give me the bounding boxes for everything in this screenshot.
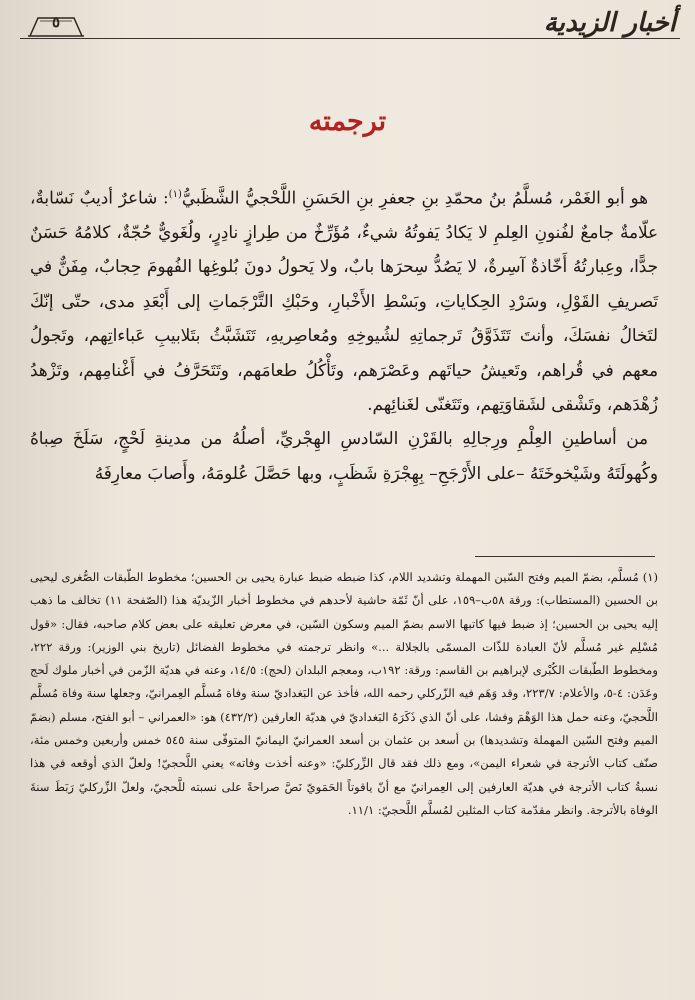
paragraph-1 (30, 178, 658, 421)
main-text (30, 178, 658, 490)
footnotes (30, 566, 658, 822)
footnote-reference[interactable]: (١) (168, 189, 182, 200)
header-rule (20, 38, 680, 39)
paragraph-1-start: هو أبو الغَمْر، مُسلَّمُ بنُ محمّدِ بنِ جعفرِ بنِ الحَسَنِ اللَّحْجيُّ الشَّظَبيُّ (181, 187, 648, 208)
page-number: ٥ (51, 13, 61, 31)
section-title: ترجمته (308, 106, 387, 137)
paragraph-2: من أساطينِ العِلْمِ ورِجالِهِ بالقَرْنِ السّادسِ الهِجْريِّ، أصلُهُ من مدينةِ لَحْجٍ، سَلَخَ صِباهُ وكُهولَتَهُ وشَيْخوخَتَهُ –على الأَرْجَحِ– بِهِجْرَةِ شَظَبٍ، وبها حَصَّلَ عُلومَهُ، وأَصابَ معارِفَهُ (30, 428, 658, 483)
running-title: أخبار الزيدية (543, 8, 676, 38)
running-header (20, 8, 680, 48)
footnote-separator (475, 556, 655, 557)
footnote-1: (١) مُسلَّم، بضمّ الميم وفتح السّين المهملة وتشديد اللام، كذا ضبطه ضبط عبارة يحيى بن الحسين؛ مخطوط الطّبقات الصُّغرى ليحيى بن الحسين (المستطاب): ورقة ٥٨ب–١٥٩، على أنّ ثَمّة حاشية لأحدهم في مخطوط أخبار الزّيديّة هذا (الصّفحة ١١) تخالف ما ذهب إليه يحيى بن الحسين؛ إذ ضبط فيها كاتبها الاسم بضمّ الميم وسكون السّين، في معرض تعليقه على بعض كلام صاحبه، فقال: «قول مُسْلِم غير مُسلَّم لأنّ العبادة للذّات المسمّى بالجلالة ...» وانظر ترجمته في مخطوط الفضائل (تاريخ بني الوزير): ورقة ٢٢٢، ومخطوط الطّبقات الكُبْرى لإبراهيم بن القاسم: ورقة: ١٩٢ب، ومعجم البلدان (لحج): ١٤/٥، وعنه في هديّة الزّمن في أخبار ملوك لَحج وعَدَن: ٤-٥، والأعلام: ٢٢٣/٧، وقد وَهَم فيه الزّركلي رحمه الله، فأخذ عن البَغداديّ سنة وفاة مُسلَّم العِمرانيّ، وجعلها سنة وفاة مُسلَّم اللَّحجيّ، وعنه حمل هذا الوَهْمَ وفشا، على أنّ الذي ذَكَرَهُ البَغداديّ في هديّة العارفين (٤٣٢/٢) هو: «العمراني – أبو الفتح، مسلم (بضمّ الميم وفتح السّين المهملة وتشديدها) بن أسعد بن عثمان بن أسعد العمرانيّ اليمانيّ المتوفّى سنة ٥٤٥ خمس وأربعين وخمس مئة، صنّف كتاب الأترجة في شعراء اليمن»، ومع ذلك فقد قال الزِّركليّ: «وعنه أخذت وفاته» يعني اللَّحجيّ! ولعلّ الذي أوقعه في هذا نسبةُ كتاب الأترجة في هديّة العارفين إلى العِمرانيّ مع أنّ ياقوتاً الحَمَويّ نَصَّ صراحةً على نسبته للَّحجيّ، ولعلّ الزِّركليّ رَبَطَ سنةَ الوفاة بالأترجة. وانظر مقدّمة كتاب المثلين لمُسلَّم اللَّحجيّ: ١١/١. (30, 570, 658, 817)
paragraph-1-continuation: : شاعرٌ أديبٌ نَسّابةٌ، علّامةٌ جامعٌ لفُنونِ العِلمِ لا يَكادُ يَفوتُهُ شيءٌ، مُؤَرِّخٌ من طِرازٍ نادِرٍ، ولُغَويٌّ حُجّةٌ، كلامُهُ حَسَنٌ جدًّا، وعِبارتُهُ أَخّاذةٌ آسِرةٌ، لا يَصُدُّ سِحرَها بابٌ، ولا يَحولُ دونَ بُلوغِها الفُهومَ حِجابٌ، مِفَنٌّ في تَصريفِ القَوْلِ، وسَرْدِ الحِكاياتِ، وبَسْطِ الأَخْبارِ، وحَبْكِ التَّرْجَماتِ إلى أَبْعَدِ مدى، حتّى إنّكَ لتَخالُ نفسَكَ، وأنتَ تَتَذَوَّقُ تَرجماتِهِ لشُيوخِهِ ومُعاصِريهِ، تَتَشَبَّثُ بتَلابيبِ عَباءاتِهم، وتَجولُ معهم في قُراهم، وتَعيشُ حياتَهم وعَصْرَهم، وتَأْكُلُ طعامَهم، وتَتَحَرَّفُ في أَغْنامِهم، وتَزْهدُ زُهْدَهم، وتَشْقى لشَقاوَتِهم، وتَتَغنّى لغَنائِهم. (30, 187, 658, 415)
